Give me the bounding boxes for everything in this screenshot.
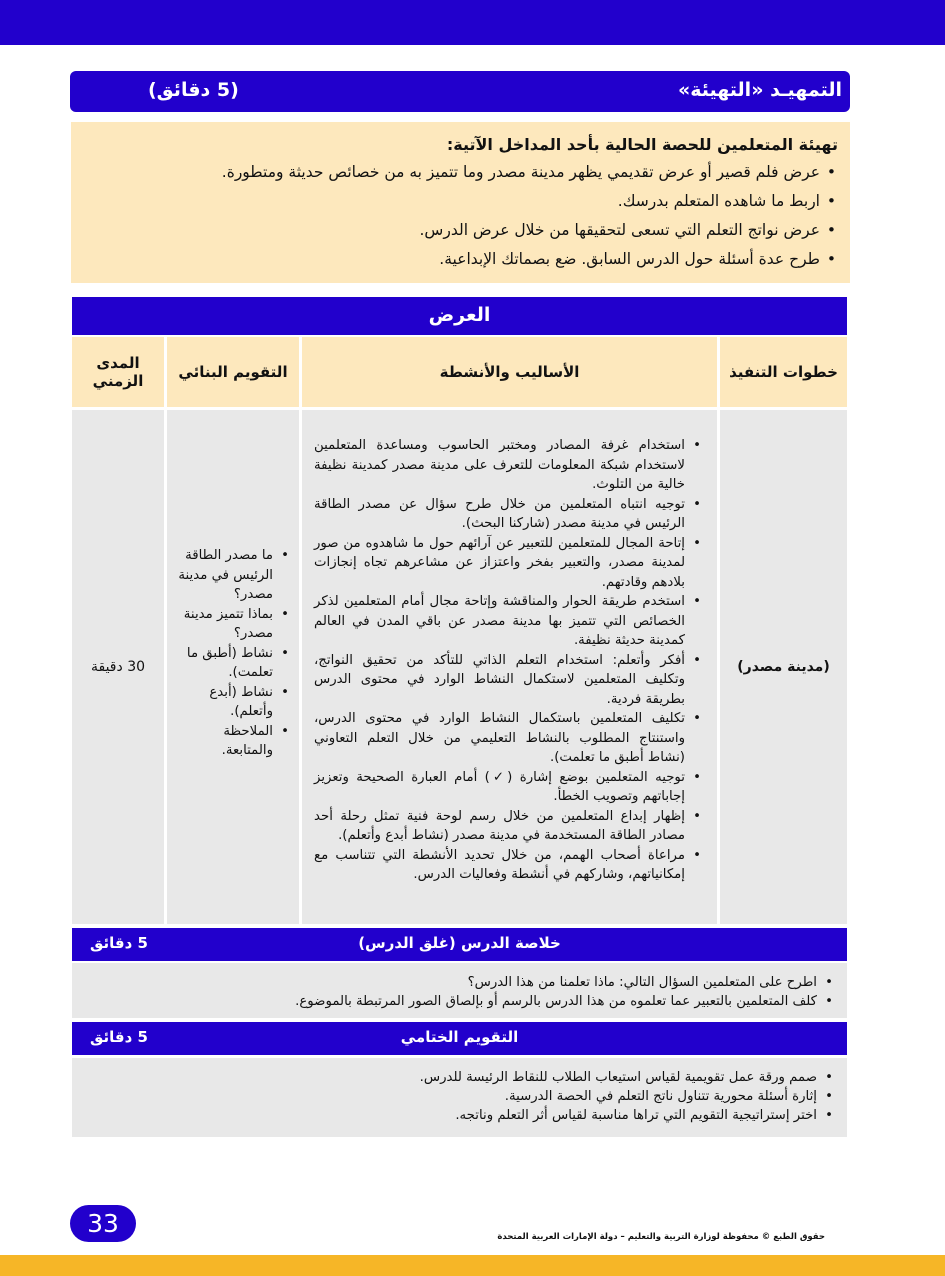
top-banner [0,0,945,45]
list-item: • بماذا تتميز مدينة مصدر؟ [173,605,291,644]
list-item: • استخدم طريقة الحوار والمناقشة وإتاحة مجال أمام المتعلمين لذكر الخصائص التي تتميز بها مدينة مصدر عن باقي المدن في العالم كمدينة حديثة نظيفة. [314,592,703,651]
activities-cell [302,410,717,924]
intro-heading: تهيئة المتعلمين للحصة الحالية بأحد المداخل الآتية: [446,135,838,154]
list-item: • نشاط (أطبق ما تعلمت). [173,644,291,683]
list-item: • ما مصدر الطاقة الرئيس في مدينة مصدر؟ [173,546,291,605]
list-item: • عرض فلم قصير أو عرض تقديمي يظهر مدينة مصدر وما تتميز به من خصائص حديثة ومتطورة. [87,158,838,187]
header-steps: خطوات التنفيذ [720,337,847,407]
final-header [72,1022,847,1055]
list-item: • اختر إستراتيجية التقويم التي تراها مناسبة لقياس أثر التعلم وناتجه. [72,1106,835,1125]
summary-duration: 5 دقائق [90,934,148,952]
duration-cell: 30 دقيقة [72,410,164,924]
list-item: • صمم ورقة عمل تقويمية لقياس استيعاب الطلاب للنقاط الرئيسة للدرس. [72,1068,835,1087]
list-item: • عرض نواتج التعلم التي تسعى لتحقيقها من خلال عرض الدرس. [87,216,838,245]
final-box [72,1058,847,1137]
copyright: حقوق الطبع © محفوظة لوزارة التربية والتعليم – دولة الإمارات العربية المتحدة [497,1232,825,1242]
list-item: • أفكر وأتعلم: استخدام التعلم الذاتي للتأكد من تحقيق النواتج، وتكليف المتعلمين لاستكمال النشاط الوارد في محتوى الدرس بطريقة فردية. [314,651,703,710]
presentation-title: العرض [72,297,847,335]
page-number: 33 [70,1205,136,1242]
list-item: • اطرح على المتعلمين السؤال التالي: ماذا تعلمنا من هذا الدرس؟ [72,973,835,992]
list-item: • طرح عدة أسئلة حول الدرس السابق. ضع بصماتك الإبداعية. [87,245,838,274]
summary-header [72,928,847,961]
list-item: • نشاط (أبدع وأتعلم). [173,683,291,722]
final-title: التقويم الختامي [400,1028,519,1046]
intro-box [71,122,850,283]
intro-list [87,158,838,274]
list-item: • مراعاة أصحاب الهمم، من خلال تحديد الأنشطة التي تتناسب مع إمكانياتهم، وشاركهم في أنشطة وفعاليات الدرس. [314,846,703,885]
final-duration: 5 دقائق [90,1028,148,1046]
header-activities: الأساليب والأنشطة [302,337,717,407]
list-item: • إثارة أسئلة محورية تتناول ناتج التعلم في الحصة الدرسية. [72,1087,835,1106]
summary-box [72,963,847,1018]
summary-title: خلاصة الدرس (غلق الدرس) [358,934,561,952]
list-item: • استخدام غرفة المصادر ومختبر الحاسوب ومساعدة المتعلمين لاستخدام شبكة المعلومات للتعرف على مدينة مصدر كمدينة نظيفة خالية من التلوث. [314,436,703,495]
list-item: • تكليف المتعلمين باستكمال النشاط الوارد في محتوى الدرس، واستنتاج المطلوب بالنشاط التعليمي من خلال التعلم التعاوني (نشاط أطبق ما تعلمت). [314,709,703,768]
intro-title: التمهيـد «التهيئة» [677,79,842,101]
intro-header [70,71,850,112]
list-item: • إظهار إبداع المتعلمين من خلال رسم لوحة فنية تمثل رحلة أحد مصادر الطاقة المستخدمة في مدينة مصدر (نشاط أبدع وأتعلم). [314,807,703,846]
list-item: • اربط ما شاهده المتعلم بدرسك. [87,187,838,216]
assessment-cell [167,410,299,924]
list-item: • توجيه المتعلمين بوضع إشارة (✓) أمام العبارة الصحيحة وتعزيز إجاباتهم وتصويب الخطأ. [314,768,703,807]
list-item: • كلف المتعلمين بالتعبير عما تعلموه من هذا الدرس بالرسم أو بإلصاق الصور المرتبطة بالموضوع. [72,992,835,1011]
list-item: • الملاحظة والمتابعة. [173,722,291,761]
header-duration: المدى الزمني [72,337,164,407]
list-item: • توجيه انتباه المتعلمين من خلال طرح سؤال عن مصدر الطاقة الرئيس في مدينة مصدر (شاركنا البحث). [314,495,703,534]
list-item: • إتاحة المجال للمتعلمين للتعبير عن آرائهم حول ما شاهدوه من صور لمدينة مصدر، والتعبير بفخر واعتزاز عن مشاعرهم تجاه إنجازات بلادهم وقادتهم. [314,534,703,593]
step-cell: (مدينة مصدر) [720,410,847,924]
bottom-banner [0,1255,945,1276]
intro-duration: (5 دقائق) [148,79,239,101]
header-assessment: التقويم البنائي [167,337,299,407]
